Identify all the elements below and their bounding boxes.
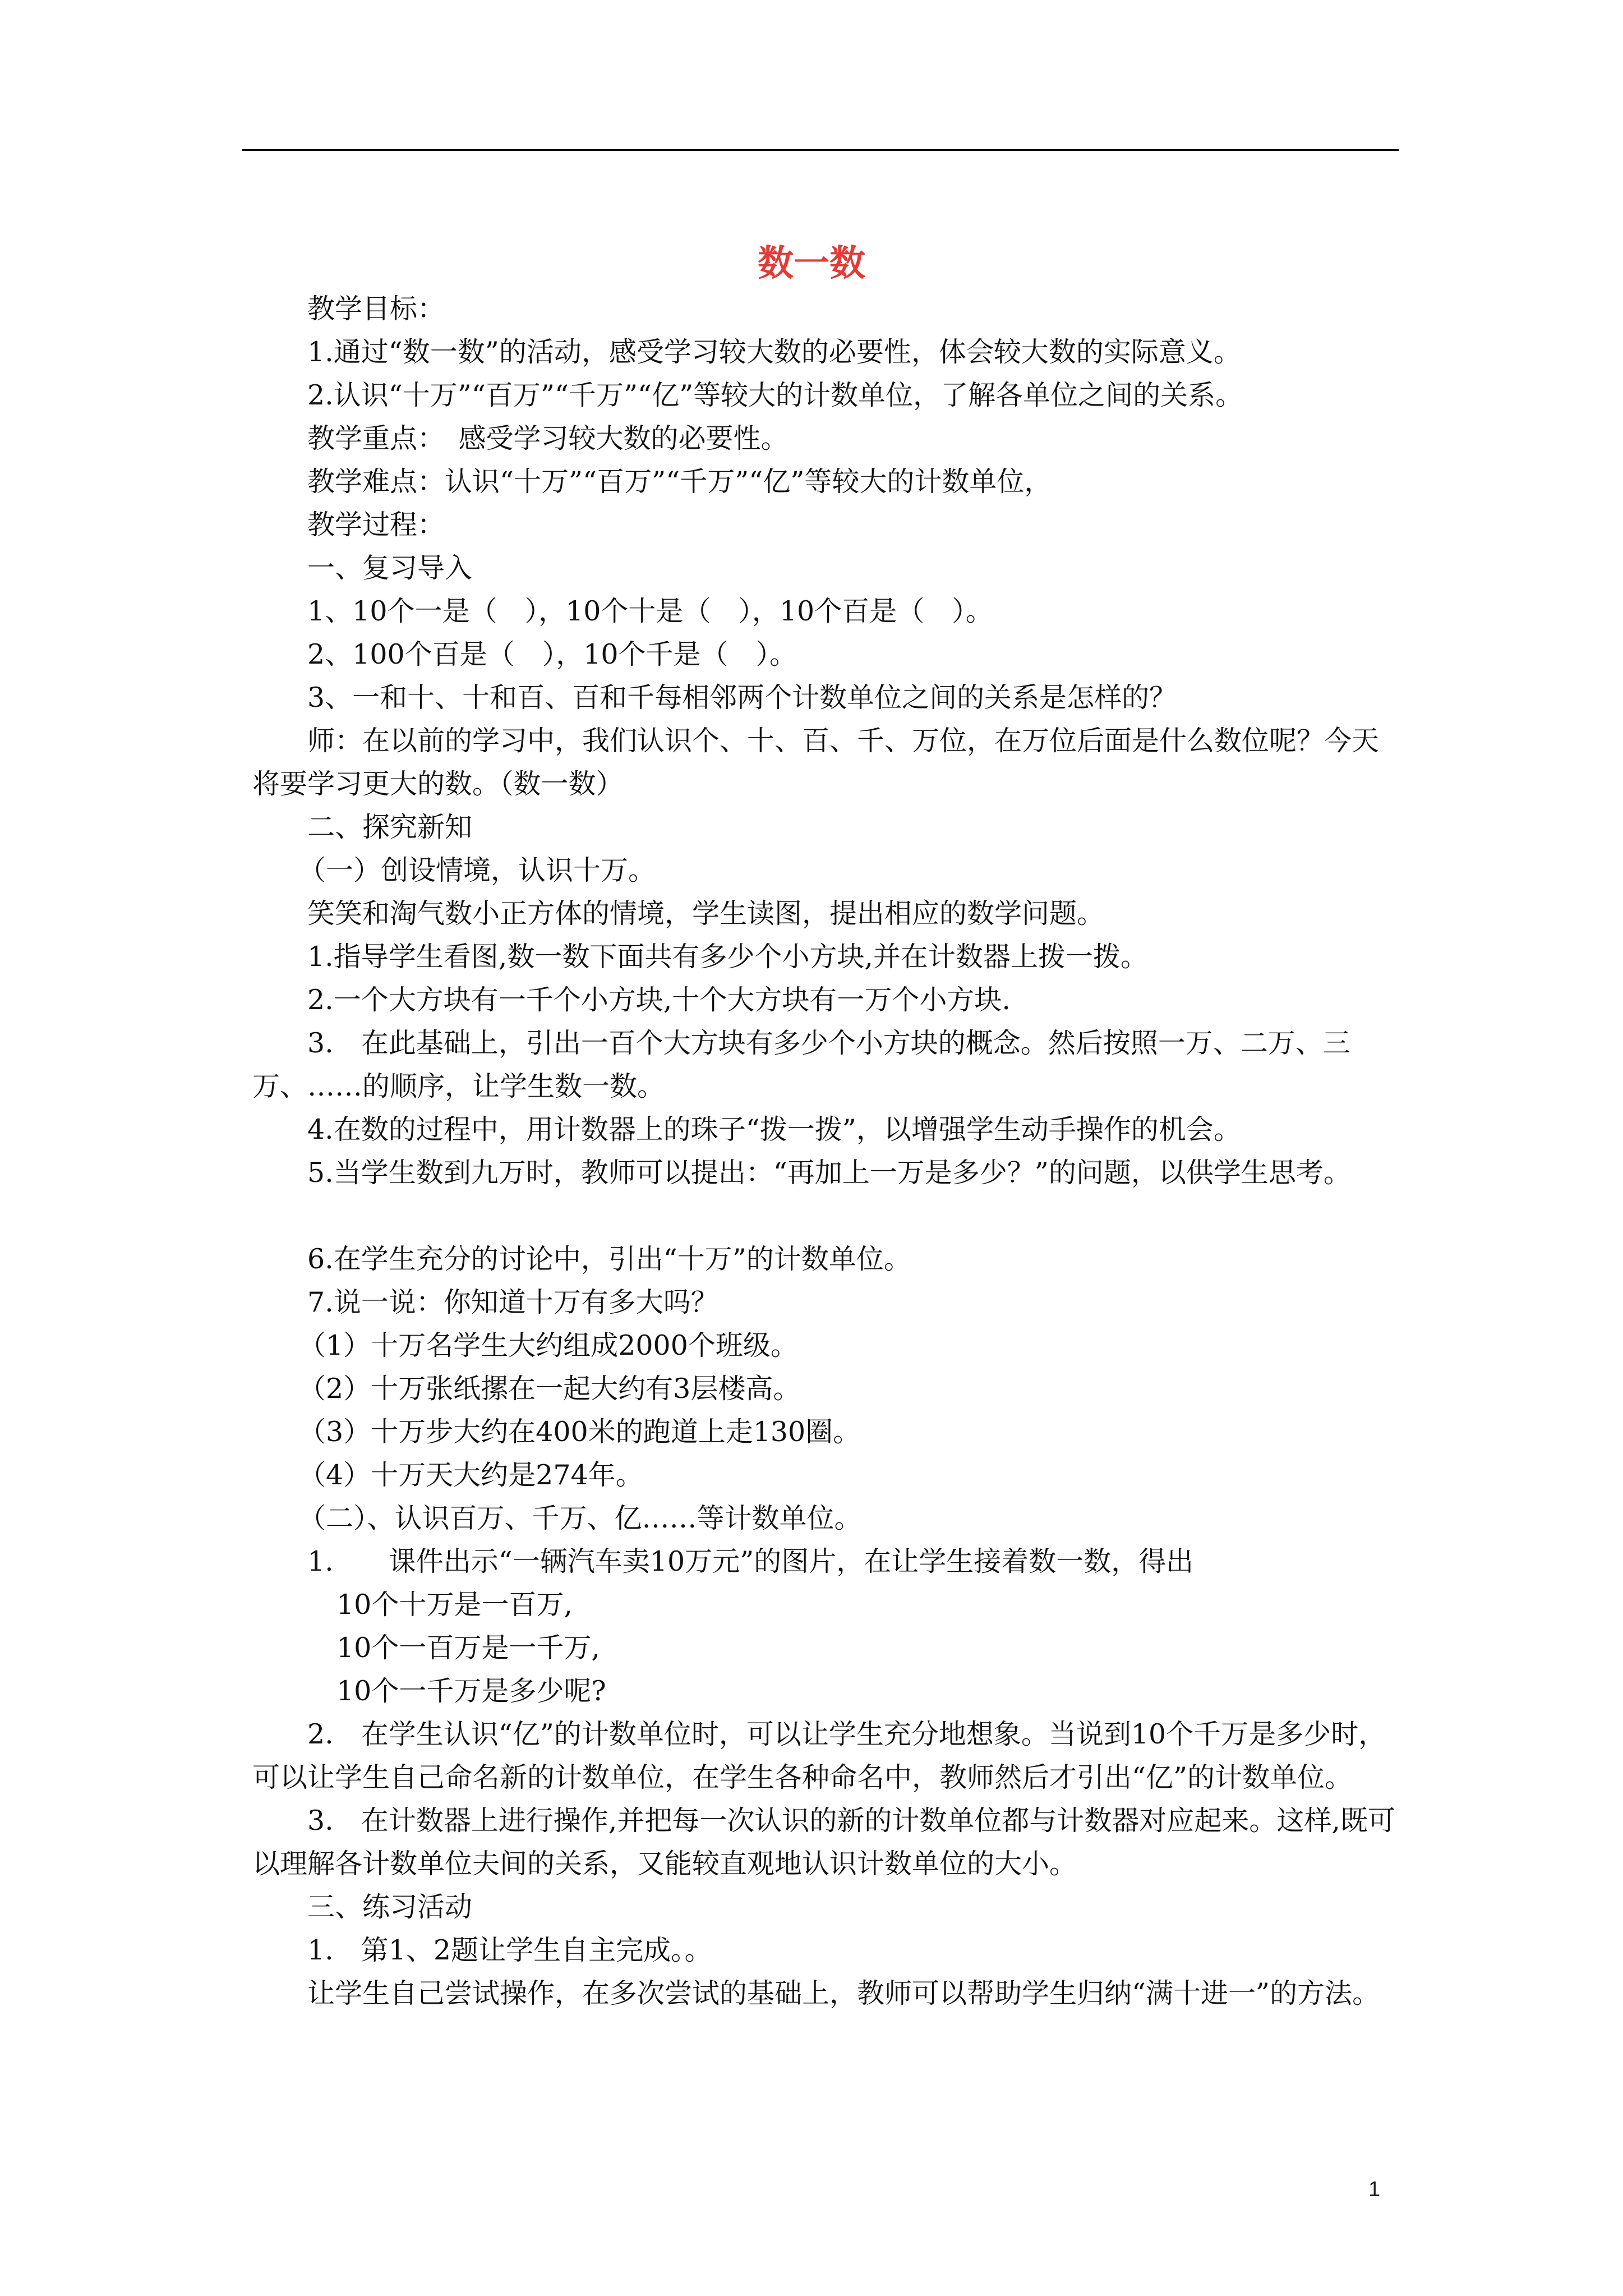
paragraph: 6.在学生充分的讨论中，引出“十万”的计数单位。 [307, 1243, 911, 1275]
paragraph: 教学重点： 感受学习较大数的必要性。 [307, 422, 789, 454]
paragraph: 2.一个大方块有一千个小方块,十个大方块有一万个小方块. [307, 984, 1011, 1016]
paragraph: 教学过程： [307, 509, 445, 541]
page-title: 数一数 [758, 242, 865, 284]
paragraph: 2、100个百是（ ），10个千是（ ）。 [307, 638, 797, 670]
paragraph: 3、一和十、十和百、百和千每相邻两个计数单位之间的关系是怎样的？ [307, 682, 1177, 714]
list-item: 10个十万是一百万, [336, 1589, 573, 1621]
section-heading: 二、探究新知 [307, 811, 473, 843]
paragraph: 1.指导学生看图,数一数下面共有多少个小方块,并在计数器上拨一拨。 [307, 941, 1148, 973]
paragraph: 3. 在计数器上进行操作,并把每一次认识的新的计数单位都与计数器对应起来。这样,既可以理解各计数单位夫间的关系，又能较直观地认识计数单位的大小。 [252, 1805, 1395, 1880]
paragraph: 1. 课件出示“一辆汽车卖10万元”的图片，在让学生接着数一数，得出 [307, 1545, 1194, 1577]
paragraph: 1、10个一是（ ），10个十是（ ），10个百是（ ）。 [307, 595, 993, 627]
subsection-heading: （二）、认识百万、千万、亿……等计数单位。 [298, 1502, 862, 1534]
paragraph: 3. 在此基础上，引出一百个大方块有多少个小方块的概念。然后按照一万、二万、三万、……的顺序，让学生数一数。 [252, 1027, 1350, 1102]
list-item: （1）十万名学生大约组成2000个班级。 [298, 1329, 798, 1361]
paragraph: 教学难点：认识“十万”“百万”“千万”“亿”等较大的计数单位， [307, 466, 1052, 498]
paragraph: 4.在数的过程中，用计数器上的珠子“拨一拨”，以增强学生动手操作的机会。 [307, 1114, 1241, 1145]
list-item: 10个一千万是多少呢? [336, 1675, 606, 1707]
paragraph: 7.说一说：你知道十万有多大吗？ [307, 1286, 718, 1318]
paragraph: 师：在以前的学习中，我们认识个、十、百、千、万位，在万位后面是什么数位呢？今天将要学习更大的数。（数一数） [252, 725, 1380, 800]
list-item: （3）十万步大约在400米的跑道上走130圈。 [298, 1416, 861, 1448]
paragraph: 1. 第1、2题让学生自主完成。。 [307, 1934, 712, 1966]
section-heading: 一、复习导入 [307, 552, 473, 584]
paragraph: 2.认识“十万”“百万”“千万”“亿”等较大的计数单位，了解各单位之间的关系。 [307, 379, 1243, 411]
paragraph: 1.通过“数一数”的活动，感受学习较大数的必要性，体会较大数的实际意义。 [307, 336, 1241, 368]
list-item: 10个一百万是一千万, [336, 1632, 600, 1664]
document-body [252, 287, 1398, 2015]
list-item: （2）十万张纸摞在一起大约有3层楼高。 [298, 1373, 801, 1405]
list-item: （4）十万天大约是274年。 [298, 1459, 643, 1491]
subsection-heading: （一）创设情境，认识十万。 [298, 854, 656, 886]
paragraph: 教学目标： [307, 293, 445, 325]
paragraph: 5.当学生数到九万时，教师可以提出：“再加上一万是多少？”的问题，以供学生思考。 [307, 1157, 1351, 1189]
page-number: 1 [1368, 2178, 1381, 2201]
section-heading: 三、练习活动 [307, 1891, 473, 1923]
paragraph: 让学生自己尝试操作，在多次尝试的基础上，教师可以帮助学生归纳“满十进一”的方法。 [307, 1977, 1380, 2009]
paragraph: 2. 在学生认识“亿”的计数单位时，可以让学生充分地想象。当说到10个千万是多少时，可以让学生自己命名新的计数单位，在学生各种命名中，教师然后才引出“亿”的计数单位。 [252, 1718, 1386, 1793]
header-rule [242, 149, 1399, 151]
paragraph: 笑笑和淘气数小正方体的情境，学生读图，提出相应的数学问题。 [307, 898, 1105, 930]
